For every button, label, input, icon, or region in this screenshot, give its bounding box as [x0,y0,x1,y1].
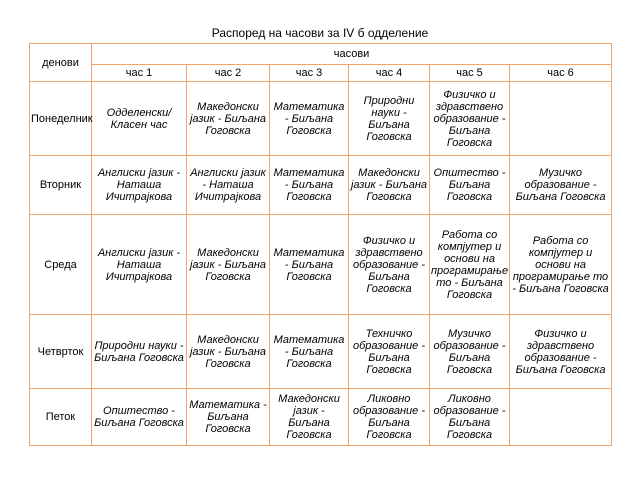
schedule-table [29,43,612,446]
table-row [30,82,612,156]
lesson-cell: Ликовно образование - Биљана Гоговска [349,389,430,446]
header-row [30,44,612,65]
day-cell: Вторник [30,156,92,215]
lesson-cell: Македонски јазик - Биљана Гоговска [270,389,349,446]
lesson-cell [510,389,612,446]
lesson-cell: Физичко и здравствено образование - Биљана Гоговска [349,215,430,315]
hour-header: час 6 [510,65,612,82]
lesson-cell: Македонски јазик - Биљана Гоговска [187,315,270,389]
lesson-cell: Физичко и здравствено образование - Биљана Гоговска [430,82,510,156]
hour-header-row [30,65,612,82]
lesson-cell: Општество - Биљана Гоговска [430,156,510,215]
hour-header: час 4 [349,65,430,82]
day-cell: Петок [30,389,92,446]
table-row [30,215,612,315]
lesson-cell: Општество - Биљана Гоговска [92,389,187,446]
day-cell: Среда [30,215,92,315]
hour-header: час 2 [187,65,270,82]
lesson-cell: Македонски јазик - Биљана Гоговска [187,82,270,156]
lesson-cell: Англиски јазик - Наташа Ичитрајкова [92,215,187,315]
lesson-cell: Физичко и здравствено образование - Биљана Гоговска [510,315,612,389]
lesson-cell: Англиски јазик - Наташа Ичитрајкова [187,156,270,215]
days-column-header: денови [30,44,92,82]
lesson-cell: Математика - Биљана Гоговска [270,315,349,389]
lesson-cell: Математика - Биљана Гоговска [270,156,349,215]
lesson-cell: Техничко образование - Биљана Гоговска [349,315,430,389]
lesson-cell [510,82,612,156]
lesson-cell: Природни науки - Биљана Гоговска [349,82,430,156]
table-row [30,389,612,446]
table-row [30,315,612,389]
lesson-cell: Музичко образование - Биљана Гоговска [430,315,510,389]
table-row [30,156,612,215]
lesson-cell: Македонски јазик - Биљана Гоговска [349,156,430,215]
page-title: Распоред на часови за IV б одделение [211,26,429,40]
lesson-cell: Математика - Биљана Гоговска [187,389,270,446]
lesson-cell: Природни науки - Биљана Гоговска [92,315,187,389]
lesson-cell: Музичко образование - Биљана Гоговска [510,156,612,215]
hours-group-header: часови [92,44,612,65]
lesson-cell: Работа со компјутер и основи на програмирање то - Биљана Гоговска [510,215,612,315]
day-cell: Четврток [30,315,92,389]
lesson-cell: Математика - Биљана Гоговска [270,82,349,156]
lesson-cell: Англиски јазик - Наташа Ичитрајкова [92,156,187,215]
lesson-cell: Одделенски/Класен час [92,82,187,156]
lesson-cell: Математика - Биљана Гоговска [270,215,349,315]
day-cell: Понеделник [30,82,92,156]
lesson-cell: Ликовно образование - Биљана Гоговска [430,389,510,446]
hour-header: час 1 [92,65,187,82]
hour-header: час 5 [430,65,510,82]
lesson-cell: Работа со компјутер и основи на програмирање то - Биљана Гоговска [430,215,510,315]
lesson-cell: Македонски јазик - Биљана Гоговска [187,215,270,315]
hour-header: час 3 [270,65,349,82]
